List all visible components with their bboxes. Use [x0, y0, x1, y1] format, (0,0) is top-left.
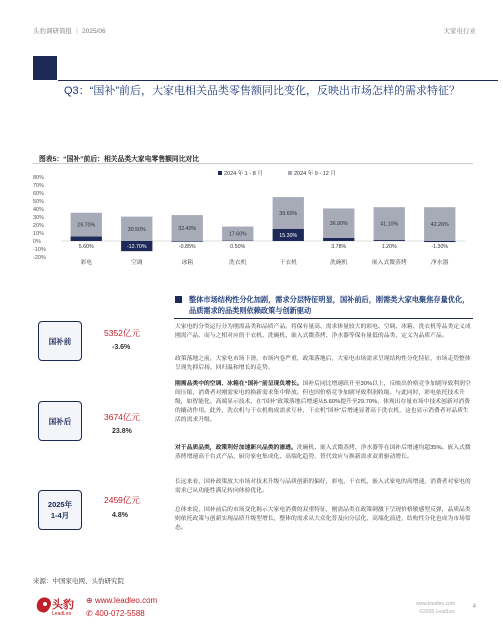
page-question-title: Q3：“国补”前后，大家电相关品类零售额同比变化，反映出市场怎样的需求特征？: [64, 85, 460, 97]
data-label-series2: 36.90%: [329, 221, 348, 228]
data-label-series1: 15.30%: [279, 232, 298, 239]
bar-series1: [424, 241, 455, 242]
period-pct-post: 23.8%: [112, 428, 132, 435]
category-label: 干衣机: [279, 260, 297, 266]
y-tick-label: 50%: [33, 199, 45, 205]
category-label: 空调: [130, 260, 143, 266]
period-amount-2025: 2459亿元: [104, 495, 140, 505]
globe-icon: ⊕: [86, 596, 95, 605]
category-label: 洗衣机: [229, 260, 247, 266]
legend-swatch: [218, 171, 222, 175]
period-amount-pre: 5352亿元: [104, 328, 140, 338]
source-note: 来源：中国家电网、头豹研究院: [33, 578, 124, 585]
phone-text: 400-072-5588: [94, 609, 145, 618]
title-accent-block: [33, 56, 57, 80]
paragraph-4: [175, 444, 473, 462]
paragraph-text: 洗碗机、嵌入式微蒸烤、净水器等在国补后增速均超35%。嵌入式微蒸烤增速高于台式产品，厨房家电集成化、高端化趋势，替代效应与换新需求双重驱动增长。: [175, 445, 471, 460]
category-label: 冰箱: [181, 260, 194, 266]
bar-series1: [71, 237, 102, 241]
data-label-series1: 1.20%: [381, 244, 397, 250]
paragraph-text: 国补后同比增速跃升至30%以上，反映出价格竞争加剧导致利润空间压缩，消费者对刚需家电的换新需求集中释放。但也因价格竞争加剧导致利润收缩。与此同时，彩电依托技术升级，如智能化、高端显示技术，在“国补”政策落地后增速从5.60%提升至29.70%，体现出存量市场中技术创新对消费的撬动作用。此外，洗衣机与干衣机构成需求互补，干衣机“国补”后增速显著高于洗衣机，这也显示消费者对品质生活的需求升级。: [175, 381, 471, 423]
footer-right-line1: www.leadleo.com: [416, 601, 455, 607]
section-headline: 整体市场结构性分化加剧，需求分层特征明显，国补前后，刚需类大家电聚焦存量优化，品质需求的品类则依赖政策与创新驱动: [189, 295, 470, 315]
y-tick-label: 80%: [33, 175, 45, 181]
y-tick-label: 10%: [33, 231, 45, 237]
paragraph-5: [175, 478, 473, 496]
category-label: 洗碗机: [330, 260, 348, 266]
data-label-series1: 0.50%: [230, 244, 246, 250]
paragraph-text: 总体来说，国补前后的市场变化揭示大家电消费的双重特征，刚需品类在政策刺激下呈现价格敏感型反弹，品质品类则依托政策与创新实现品质升级型增长，整体的需求从大众化普及向分层化、高端化演进，结构性分化也成为市场常态。: [175, 507, 471, 531]
headline-bullet: [175, 296, 182, 303]
y-tick-label: -20%: [33, 255, 46, 261]
website-link[interactable]: [86, 596, 157, 605]
data-label-series2: 17.60%: [228, 231, 247, 238]
logo-subtext: LeadLeo: [52, 611, 72, 617]
period-label: 2025年 1-4月: [47, 500, 73, 520]
category-label: 净水器: [431, 260, 449, 266]
y-tick-label: 30%: [33, 215, 45, 221]
figure-divider: [33, 163, 473, 164]
y-tick-label: 40%: [33, 207, 45, 213]
period-label: 国补后: [48, 416, 72, 426]
phone-number: [86, 609, 145, 618]
bar-series1: [323, 238, 354, 241]
paragraph-2: [175, 355, 473, 373]
paragraph-text: 政策落地之前，大家电市场下滑，市场内卷严重，政策落地后，大家电市场需求呈现结构性分化特征，市场走势整体呈现先抑后扬、回归温和增长的走势。: [175, 356, 471, 371]
legend-swatch: [288, 171, 292, 175]
data-label-series2: 42.26%: [430, 222, 449, 229]
y-tick-label: 60%: [33, 191, 45, 197]
legend-label-2: 2024 年 9 - 12 月: [294, 171, 336, 177]
data-label-series1: 3.78%: [331, 244, 347, 250]
paragraph-text: 大家电的分类运行分为刚需品类和品质产品。将保有量高、需求体量较大的彩电、空调、冰箱、洗衣机等品类定义成刚需产品，而与之相对应的干衣机、洗碗机、嵌入式微蒸烤、净水器等保有量低的品类，定义为品质产品。: [175, 324, 471, 339]
y-tick-label: -10%: [33, 247, 46, 253]
period-label: 国补前: [48, 336, 72, 346]
paragraph-1: [175, 323, 473, 341]
header-right: 大家电行业: [443, 28, 476, 35]
data-label-series2: 32.40%: [178, 226, 197, 233]
header-left: 头豹调研简报 ｜ 2025/06: [33, 28, 106, 35]
category-label: 嵌入式微蒸烤: [371, 260, 407, 266]
data-label-series2: 29.70%: [77, 222, 96, 229]
data-label-series2: 39.60%: [279, 210, 298, 217]
period-badge-2025: [38, 490, 82, 530]
data-label-series1: 5.60%: [78, 244, 94, 250]
paragraph-3: [175, 380, 473, 425]
period-pct-pre: -3.6%: [112, 344, 131, 351]
data-label-series1: -12.70%: [126, 244, 147, 251]
data-label-series2: 30.50%: [127, 226, 146, 233]
data-label-series1: -1.30%: [431, 244, 449, 250]
website-text: www.leadleo.com: [94, 596, 158, 605]
paragraph-bold: 刚需品类中的空调、冰箱在“国补”前呈现负增长。: [175, 381, 303, 387]
period-amount-post: 3674亿元: [104, 412, 140, 422]
category-label: 彩电: [80, 260, 93, 266]
y-tick-label: 0%: [33, 239, 41, 245]
title-divider: [58, 80, 498, 81]
y-tick-label: 70%: [33, 183, 45, 189]
legend-label-1: 2024 年 1 - 8 月: [224, 171, 263, 177]
bar-series1: [172, 241, 203, 242]
bar-series1: [374, 240, 405, 241]
paragraph-bold: 对于品质品类，政策利好加速新兴品类的渗透。: [175, 445, 297, 451]
period-badge-post: [38, 401, 82, 441]
logo-text: 头豹: [52, 599, 74, 611]
bar-chart: [33, 168, 473, 268]
y-tick-label: 20%: [33, 223, 45, 229]
phone-icon: ✆: [86, 609, 95, 618]
figure-title: 图表5：“国补”前后：相关品类大家电零售额同比对比: [39, 156, 200, 163]
period-pct-2025: 4.8%: [112, 512, 128, 519]
footer-right-line2: ©2025 LeadLeo: [419, 609, 455, 615]
page-number: 4: [472, 604, 476, 610]
data-label-series1: -0.85%: [178, 244, 196, 250]
paragraph-6: [175, 506, 473, 533]
data-label-series2: 41.10%: [380, 221, 399, 228]
headline-divider: [174, 318, 473, 319]
paragraph-text: 长远来看，国补政策放大市场对技术升级与品质创新的偏好，彩电、干衣机、嵌入式家电的高增速，消费者对家电的需求已从功能性满足转向体验优化。: [175, 479, 471, 494]
period-badge-pre: [38, 321, 82, 361]
